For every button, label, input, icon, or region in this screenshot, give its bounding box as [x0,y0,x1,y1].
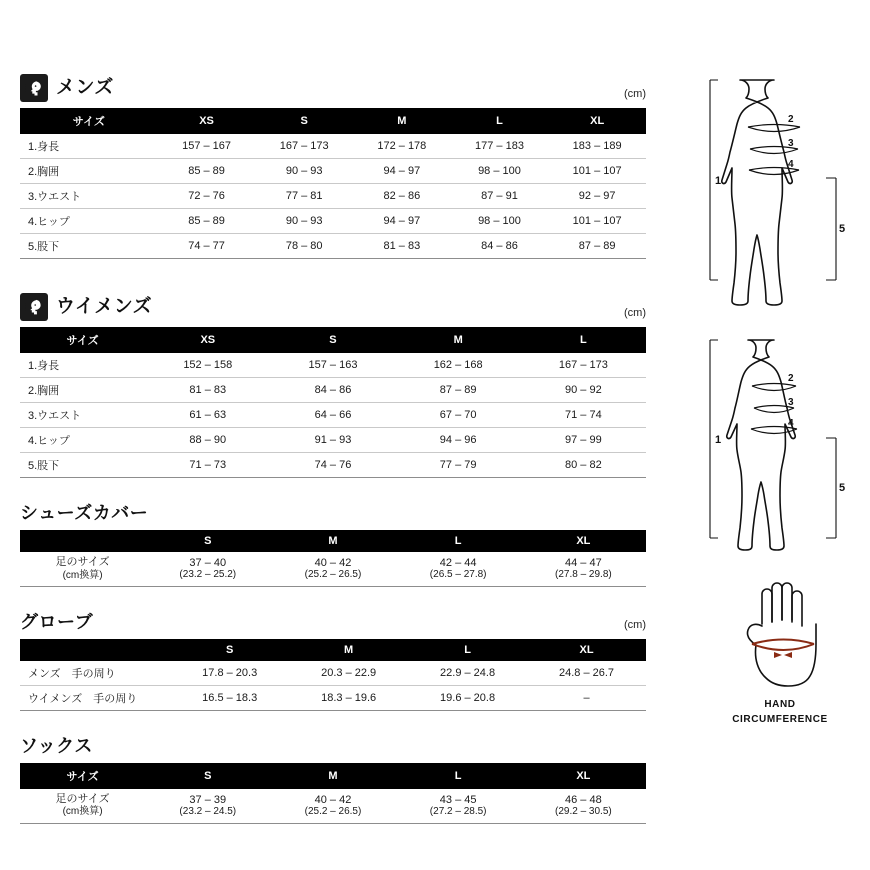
cell: 91 – 93 [270,428,395,453]
cell: 157 – 163 [270,353,395,378]
cell: 87 – 89 [396,378,521,403]
row-label [20,789,145,824]
row-label: 2.胸囲 [20,378,145,403]
row-label-main: 足のサイズ [55,555,110,568]
cell-main: 42 – 44 [439,557,477,570]
cell: 74 – 77 [158,234,256,259]
cell: 85 – 89 [158,209,256,234]
col-header: XL [548,108,646,134]
row-label-main: 足のサイズ [55,792,110,805]
col-header: M [270,763,395,789]
cell: 64 – 66 [270,403,395,428]
mens-header [20,74,646,102]
cell: 16.5 – 18.3 [170,685,289,710]
col-header: S [145,763,270,789]
shoecover-section [20,504,646,587]
womens-table [20,327,646,478]
table-row [20,134,646,159]
cell: 90 – 92 [521,378,646,403]
socks-table [20,763,646,824]
col-header: XL [521,763,646,789]
cell [270,789,395,824]
cell [396,789,521,824]
row-label: 2.胸囲 [20,159,158,184]
row-label: 1.身長 [20,134,158,159]
table-header-row [20,763,646,789]
mens-title: メンズ [56,76,114,98]
col-header: M [289,639,408,661]
cell: 71 – 74 [521,403,646,428]
cell: 77 – 79 [396,453,521,478]
cell: 81 – 83 [145,378,270,403]
col-header: M [353,108,451,134]
table-row [20,789,646,824]
socks-header [20,737,646,757]
col-header [20,639,170,661]
table-row [20,159,646,184]
cell [270,552,395,587]
cell: 162 – 168 [396,353,521,378]
cell: 74 – 76 [270,453,395,478]
cell: 157 – 167 [158,134,256,159]
mens-section [20,74,646,259]
marker-5: 5 [839,223,846,235]
table-header-row [20,327,646,353]
table-row [20,353,646,378]
cell: 88 – 90 [145,428,270,453]
cell-sub: (27.2 – 28.5) [429,806,487,818]
cell-sub: (25.2 – 26.5) [304,569,362,581]
shoecover-table [20,530,646,587]
col-header: サイズ [20,763,145,789]
cell-main: 40 – 42 [314,794,352,807]
table-header-row [20,639,646,661]
womens-head-icon [20,293,48,321]
cell: 167 – 173 [255,134,353,159]
cell-sub: (23.2 – 25.2) [179,569,237,581]
row-label: 3.ウエスト [20,184,158,209]
female-body-diagram [700,328,860,568]
row-label: 1.身長 [20,353,145,378]
cell: 172 – 178 [353,134,451,159]
row-label: メンズ 手の周り [20,661,170,686]
col-header: L [396,763,521,789]
row-label: 4.ヒップ [20,428,145,453]
marker-4: 4 [788,159,794,170]
col-header: L [451,108,549,134]
col-header: S [170,639,289,661]
marker-2: 2 [788,114,794,125]
cell-sub: (29.2 – 30.5) [555,806,612,818]
mens-unit: (cm) [624,88,646,100]
cell: 90 – 93 [255,209,353,234]
socks-title: ソックス [20,735,93,756]
col-header: L [408,639,527,661]
cell: 80 – 82 [521,453,646,478]
cell: 24.8 – 26.7 [527,661,646,686]
shoecover-header [20,504,646,524]
cell: 77 – 81 [255,184,353,209]
cell: 101 – 107 [548,209,646,234]
cell: 78 – 80 [255,234,353,259]
cell [521,789,646,824]
cell: 71 – 73 [145,453,270,478]
cell: 67 – 70 [396,403,521,428]
womens-unit: (cm) [624,307,646,319]
cell-main: 40 – 42 [314,557,352,570]
table-header-row [20,108,646,134]
col-header: XL [527,639,646,661]
row-label: ウイメンズ 手の周り [20,685,170,710]
row-label [20,552,145,587]
male-body-diagram [700,70,860,310]
cell [145,552,270,587]
cell: 17.8 – 20.3 [170,661,289,686]
cell: 84 – 86 [270,378,395,403]
cell: 85 – 89 [158,159,256,184]
col-header: M [396,327,521,353]
gloves-title: グローブ [20,612,94,633]
col-header: L [396,530,521,552]
row-label: 5.股下 [20,234,158,259]
col-header: サイズ [20,327,145,353]
table-row [20,378,646,403]
cell-main: 37 – 40 [189,557,227,570]
gloves-unit: (cm) [624,618,646,631]
hand-caption-line2: CIRCUMFERENCE [732,713,828,725]
marker-1: 1 [715,175,722,187]
mens-table [20,108,646,259]
marker-3: 3 [788,397,794,408]
col-header: XL [521,530,646,552]
cell: 177 – 183 [451,134,549,159]
shoecover-title: シューズカバー [20,503,149,523]
cell: 98 – 100 [451,209,549,234]
col-header: S [145,530,270,552]
table-row [20,184,646,209]
womens-header [20,293,646,321]
cell: 167 – 173 [521,353,646,378]
cell-sub: (27.8 – 29.8) [555,569,612,581]
cell-main: 37 – 39 [189,794,227,807]
cell-main: 43 – 45 [439,794,477,807]
col-header: L [521,327,646,353]
hand-circumference-diagram [700,582,860,727]
row-label: 3.ウエスト [20,403,145,428]
table-row [20,403,646,428]
gloves-header [20,613,646,633]
cell: 81 – 83 [353,234,451,259]
cell: 90 – 93 [255,159,353,184]
cell-main: 46 – 48 [565,794,602,807]
col-header [20,530,145,552]
row-label: 4.ヒップ [20,209,158,234]
cell: – [527,685,646,710]
row-label-sub: (cm換算) [62,806,103,818]
cell: 183 – 189 [548,134,646,159]
cell: 72 – 76 [158,184,256,209]
cell: 92 – 97 [548,184,646,209]
gloves-section [20,613,646,711]
cell: 94 – 97 [353,209,451,234]
marker-3: 3 [788,138,794,149]
cell: 97 – 99 [521,428,646,453]
socks-section [20,737,646,824]
table-header-row [20,530,646,552]
cell: 20.3 – 22.9 [289,661,408,686]
table-row [20,453,646,478]
cell: 98 – 100 [451,159,549,184]
cell: 61 – 63 [145,403,270,428]
row-label: 5.股下 [20,453,145,478]
marker-4: 4 [788,418,794,429]
cell-main: 44 – 47 [565,557,602,570]
figures-column [700,70,860,737]
hand-caption [700,698,860,727]
mens-head-icon [20,74,48,102]
tables-column [20,74,646,858]
cell: 82 – 86 [353,184,451,209]
col-header: XS [145,327,270,353]
col-header: XS [158,108,256,134]
cell: 84 – 86 [451,234,549,259]
cell: 94 – 96 [396,428,521,453]
cell [145,789,270,824]
table-row [20,428,646,453]
womens-section [20,293,646,478]
cell-sub: (26.5 – 27.8) [429,569,487,581]
cell-sub: (25.2 – 26.5) [304,806,362,818]
hand-caption-line1: HAND [764,699,796,710]
cell: 19.6 – 20.8 [408,685,527,710]
col-header: S [255,108,353,134]
cell: 22.9 – 24.8 [408,661,527,686]
col-header: M [270,530,395,552]
marker-2: 2 [788,373,794,384]
table-row [20,234,646,259]
cell [396,552,521,587]
table-row [20,552,646,587]
cell: 87 – 89 [548,234,646,259]
womens-title: ウイメンズ [56,295,153,317]
cell: 18.3 – 19.6 [289,685,408,710]
cell: 152 – 158 [145,353,270,378]
col-header: S [270,327,395,353]
marker-5: 5 [839,482,846,494]
table-row [20,209,646,234]
marker-1: 1 [715,434,722,446]
cell [521,552,646,587]
cell-sub: (23.2 – 24.5) [179,806,237,818]
table-row [20,661,646,686]
table-row [20,685,646,710]
gloves-table [20,639,646,711]
cell: 101 – 107 [548,159,646,184]
cell: 87 – 91 [451,184,549,209]
col-header: サイズ [20,108,158,134]
row-label-sub: (cm換算) [62,569,103,581]
cell: 94 – 97 [353,159,451,184]
